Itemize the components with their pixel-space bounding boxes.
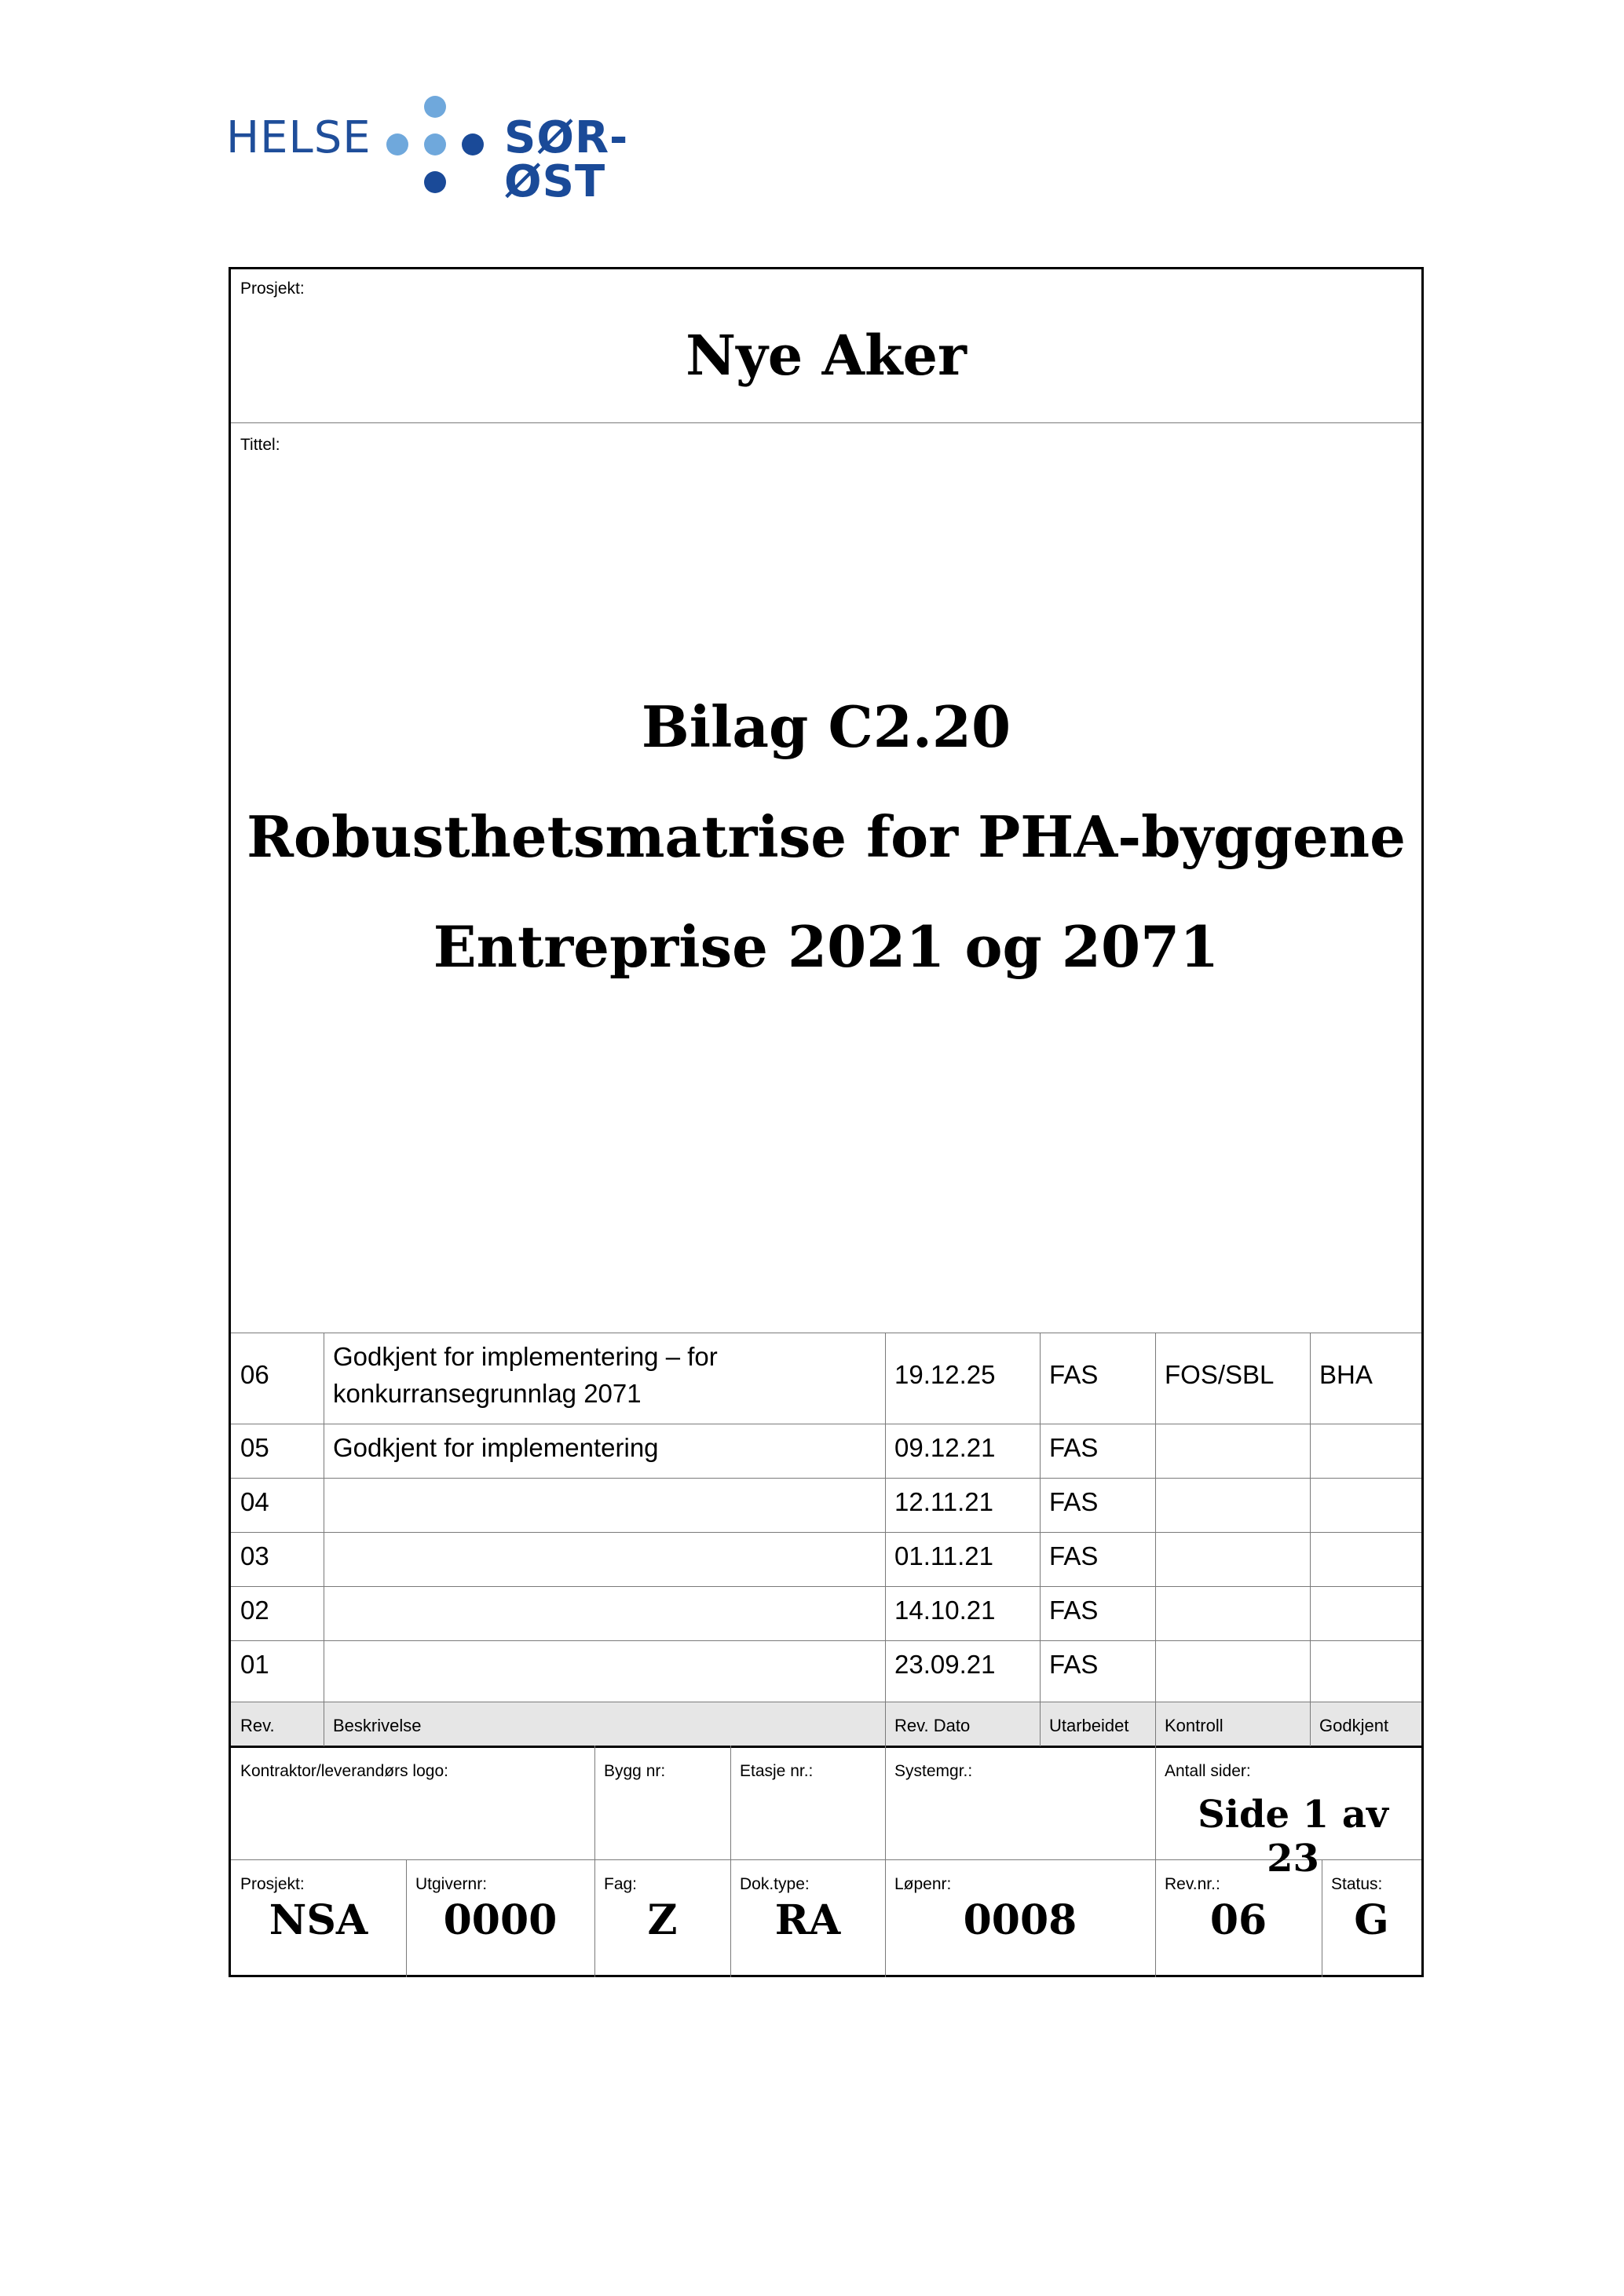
date-cell: 23.09.21 bbox=[894, 1650, 996, 1679]
divider bbox=[231, 422, 1421, 423]
divider bbox=[231, 1586, 1421, 1587]
header-prepared: Utarbeidet bbox=[1049, 1716, 1129, 1735]
header-rev: Rev. bbox=[240, 1716, 275, 1735]
project-name: Nye Aker bbox=[686, 323, 967, 388]
floor-label: Etasje nr.: bbox=[740, 1762, 814, 1780]
header-checked: Kontroll bbox=[1165, 1716, 1223, 1735]
contractor-logo-label: Kontraktor/leverandørs logo: bbox=[240, 1762, 448, 1780]
prepared-cell: FAS bbox=[1049, 1650, 1099, 1679]
revno-label: Rev.nr.: bbox=[1165, 1875, 1220, 1893]
title-label: Tittel: bbox=[240, 436, 280, 454]
date-cell: 19.12.25 bbox=[894, 1360, 996, 1389]
rev-cell: 01 bbox=[240, 1650, 269, 1679]
rev-cell: 04 bbox=[240, 1487, 269, 1516]
checked-cell: FOS/SBL bbox=[1165, 1360, 1275, 1389]
page-count: Side 1 av 23 bbox=[1198, 1793, 1388, 1881]
revno-code: 06 bbox=[1209, 1896, 1267, 1944]
prepared-cell: FAS bbox=[1049, 1541, 1099, 1570]
doctype-label: Dok.type: bbox=[740, 1875, 810, 1893]
desc-cell: konkurransegrunnlag 2071 bbox=[333, 1379, 642, 1408]
date-cell: 09.12.21 bbox=[894, 1433, 996, 1462]
prepared-cell: FAS bbox=[1049, 1596, 1099, 1625]
building-label: Bygg nr: bbox=[604, 1762, 666, 1780]
header-approved: Godkjent bbox=[1319, 1716, 1389, 1735]
code-project-label: Prosjekt: bbox=[240, 1875, 305, 1893]
logo-dots-icon bbox=[385, 94, 485, 195]
desc-cell: Godkjent for implementering bbox=[333, 1433, 659, 1462]
status-label: Status: bbox=[1331, 1875, 1383, 1893]
divider bbox=[231, 1532, 1421, 1533]
desc-cell: Godkjent for implementering – for bbox=[333, 1342, 718, 1371]
doctype-code: RA bbox=[774, 1896, 841, 1944]
divider bbox=[231, 1478, 1421, 1479]
helse-sor-ost-logo bbox=[226, 94, 713, 207]
date-cell: 01.11.21 bbox=[894, 1541, 994, 1570]
pages-label: Antall sider: bbox=[1165, 1762, 1251, 1780]
col-line bbox=[1155, 1333, 1156, 1746]
system-label: Systemgr.: bbox=[894, 1762, 973, 1780]
discipline-label: Fag: bbox=[604, 1875, 638, 1893]
status-code: G bbox=[1354, 1896, 1389, 1944]
discipline-code: Z bbox=[647, 1896, 678, 1944]
prepared-cell: FAS bbox=[1049, 1433, 1099, 1462]
rev-cell: 06 bbox=[240, 1360, 269, 1389]
date-cell: 12.11.21 bbox=[894, 1487, 994, 1516]
prepared-cell: FAS bbox=[1049, 1360, 1099, 1389]
project-label: Prosjekt: bbox=[240, 280, 305, 298]
rev-cell: 05 bbox=[240, 1433, 269, 1462]
prepared-cell: FAS bbox=[1049, 1487, 1099, 1516]
approved-cell: BHA bbox=[1319, 1360, 1373, 1389]
issuer-code: 0000 bbox=[443, 1896, 558, 1944]
divider bbox=[231, 1746, 1421, 1748]
title-line-1: Bilag C2.20 bbox=[641, 693, 1011, 760]
logo-word-sor-ost: SØR-ØST bbox=[504, 112, 629, 207]
col-line bbox=[885, 1333, 886, 1746]
project-code: NSA bbox=[269, 1896, 368, 1944]
title-line-3: Entreprise 2021 og 2071 bbox=[433, 913, 1220, 980]
divider bbox=[231, 1640, 1421, 1641]
header-rev-date: Rev. Dato bbox=[894, 1716, 971, 1735]
title-sheet-frame bbox=[229, 267, 1424, 1977]
rev-cell: 02 bbox=[240, 1596, 269, 1625]
col-line bbox=[1310, 1333, 1311, 1746]
col-line bbox=[1040, 1333, 1041, 1746]
header-description: Beskrivelse bbox=[333, 1716, 422, 1735]
logo-word-helse: HELSE bbox=[226, 112, 371, 163]
issuer-label: Utgivernr: bbox=[415, 1875, 488, 1893]
title-line-2: Robusthetsmatrise for PHA-byggene bbox=[247, 803, 1406, 870]
rev-cell: 03 bbox=[240, 1541, 269, 1570]
serial-code: 0008 bbox=[963, 1896, 1077, 1944]
serial-label: Løpenr: bbox=[894, 1875, 952, 1893]
date-cell: 14.10.21 bbox=[894, 1596, 996, 1625]
